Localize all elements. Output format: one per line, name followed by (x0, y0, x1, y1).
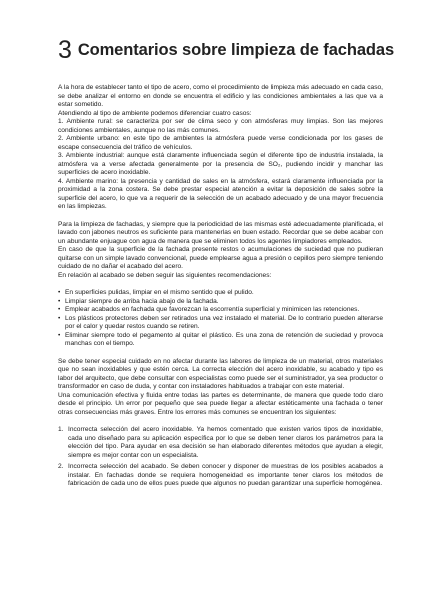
errors-list (58, 426, 383, 489)
section-title (58, 36, 395, 65)
bullet-icon: • (58, 289, 61, 296)
ambient-urban: 2. Ambiente urbano: en este tipo de ambientes la atmósfera puede verse condicionada por los gases de escape consecuencia del tráfico de vehículos. (58, 135, 383, 151)
ambient-rural: 1. Ambiente rural: se caracteriza por ser de clima seco y con atmósferas muy limpias. Son las mejores condiciones ambientales, aunque no las más comunes. (58, 118, 383, 134)
ambient-marine: 4. Ambiente marino: la presencia y cantidad de sales en la atmósfera, estará claramente influenciada por la proximidad a la zona costera. Se debe prestar especial atención a evitar la deposición de sales sobre la superficie del acero, lo que va a requerir de la selección de un acabado adecuado y de una mayor frecuencia en las limpiezas. (58, 177, 383, 210)
list-item: • Emplear acabados en fachada que favorezcan la escorrentía superficial y minimicen las retenciones. (58, 306, 360, 313)
item-number: 2. (58, 463, 64, 470)
list-item: • Eliminar siempre todo el pegamento al quitar el plástico. Es una zona de retención de suciedad y provoca manchas con el tiempo. (58, 331, 383, 347)
recommendations-list (58, 289, 383, 349)
cleaning-block (58, 221, 383, 281)
ambient-industrial: 3. Ambiente industrial: aunque está claramente influenciada según el diferente tipo de industria instalada, la atmósfera va a verse afectada generalmente por la presencia de SO₂, pudiendo incidir y manchar las superficies de acero inoxidable. (58, 152, 383, 176)
intro-block (58, 84, 383, 212)
bullet-icon: • (58, 331, 61, 339)
cleaning-paragraph: Para la limpieza de fachadas, y siempre que la periodicidad de las mismas esté adecuadamente planificada, el lavado con jabones neutros es suficiente para mantenerlas en buen estado. Recordar que se debe acabar con un abundante enjuague con agua de manera que se eliminen todos los agentes limpiadores empleados. (58, 220, 383, 245)
cleaning-paragraph: En relación al acabado se deben seguir las siguientes recomendaciones: (58, 271, 272, 279)
bullet-icon: • (58, 314, 61, 322)
care-block (58, 358, 383, 418)
bullet-icon: • (58, 297, 61, 305)
section-number: 3 (58, 36, 72, 64)
cleaning-paragraph: En caso de que la superficie de la fachada presente restos o acumulaciones de suciedad que no pudieran quitarse con un simple lavado convencional, puede emplearse agua a presión o cepillos pero siempre teniendo cuidado de no dañar el acabado del acero. (58, 246, 383, 270)
care-paragraph: Se debe tener especial cuidado en no afectar durante las labores de limpieza de un material, otros materiales que no sean inoxidables y que estén cerca. La correcta elección del acero inoxidable, su acabado y tipo es labor del arquitecto, que debe consultar con especialistas como puede ser el suministrador, ya sea productor o transformador en caso de duda, y contar con instaladores habituados a trabajar con este material. (58, 357, 383, 390)
list-item: • En superficies pulidas, limpiar en el mismo sentido que el pulido. (58, 289, 254, 296)
care-paragraph: Una comunicación efectiva y fluida entre todas las partes es determinante, de manera que quede todo claro desde el principio. Un error por pequeño que sea puede llegar a afectar estéticamente una fachada o tener otras consecuencias más graves. Entre los errores más comunes se encuentran los siguientes: (58, 391, 383, 416)
list-item: • Limpiar siempre de arriba hacia abajo de la fachada. (58, 297, 219, 305)
list-item: 2. Incorrecta selección del acabado. Se deben conocer y disponer de muestras de los posibles acabados a instalar. En fachadas donde se requiera homogeneidad es importante tener claros los métodos de fabricación de cada uno de ellos pues puede que algunos no puedan garantizar una superficie homogénea. (58, 463, 383, 487)
item-number: 1. (58, 426, 64, 433)
bullet-icon: • (58, 306, 61, 313)
intro-paragraph: A la hora de establecer tanto el tipo de acero, como el procedimiento de limpieza más adecuado en cada caso, se debe analizar el entorno en donde se encuentra el edificio y las condiciones ambientales a las que va a estar sometido. (58, 84, 383, 108)
list-item: 1. Incorrecta selección del acero inoxidable. Ya hemos comentado que existen varios tipos de inoxidable, cada uno diseñado para su aplicación específica por lo que se deben tener claros los parámetros para la elección del tipo. Para ayudar en esa decisión se han elaborado diferentes métodos que ayudan a elegir, siempre es mejor contar con un especialista. (58, 426, 383, 459)
intro-lead: Atendiendo al tipo de ambiente podemos diferenciar cuatro casos: (58, 109, 252, 117)
section-title-text: Comentarios sobre limpieza de fachadas (77, 41, 395, 59)
list-item: • Los plásticos protectores deben ser retirados una vez instalado el material. De lo contrario pueden alterarse por el calor y quedar restos cuando se retiren. (58, 314, 383, 330)
